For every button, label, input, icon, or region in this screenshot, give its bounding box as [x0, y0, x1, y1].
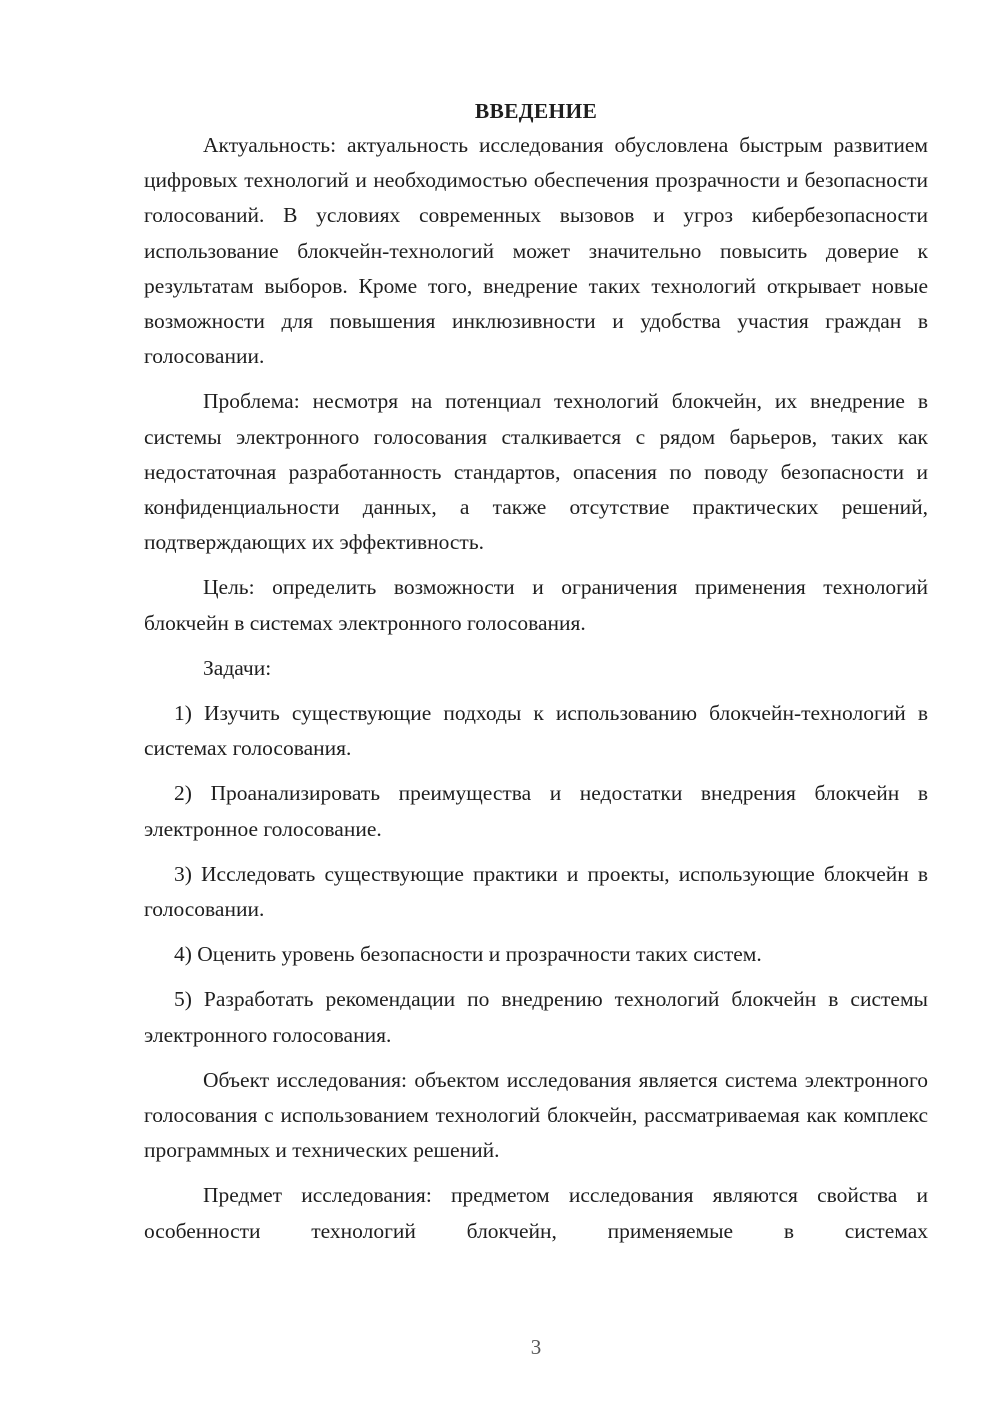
paragraph-subject: Предмет исследования: предметом исследования являются свойства и особенности технологий блокчейн, применяемые в системах	[144, 1183, 928, 1243]
paragraph-object: Объект исследования: объектом исследования является система электронного голосования с использованием технологий блокчейн, рассматриваемая как комплекс программных и технических решений.	[144, 1067, 928, 1163]
task-item-5: 5) Разработать рекомендации по внедрению технологий блокчейн в системы электронного голосования.	[144, 987, 928, 1047]
task-item-3: 3) Исследовать существующие практики и проекты, использующие блокчейн в голосовании.	[144, 861, 928, 922]
task-item-1: 1) Изучить существующие подходы к использованию блокчейн-технологий в системах голосования.	[144, 701, 928, 761]
section-heading: ВВЕДЕНИЕ	[474, 99, 598, 123]
task-item-4: 4) Оценить уровень безопасности и прозрачности таких систем.	[174, 942, 762, 967]
paragraph-goal: Цель: определить возможности и ограничения применения технологий блокчейн в системах электронного голосования.	[144, 575, 928, 635]
paragraph-tasks-label: Задачи:	[203, 655, 272, 680]
paragraph-problem: Проблема: несмотря на потенциал технологий блокчейн, их внедрение в системы электронного голосования сталкивается с рядом барьеров, таких как недостаточная разработанность стандартов, опасения по поводу безопасности и конфиденциальности данных, а также отсутствие практических решений, подтверждающих их эффективность.	[144, 389, 928, 555]
task-item-2: 2) Проанализировать преимущества и недостатки внедрения блокчейн в электронное голосование.	[144, 781, 928, 841]
text-area	[144, 96, 928, 1249]
paragraph-relevance: Актуальность: актуальность исследования обусловлена быстрым развитием цифровых технологий и необходимостью обеспечения прозрачности и безопасности голосований. В условиях современных вызовов и угроз кибербезопасности использование блокчейн-технологий может значительно повысить доверие к результатам выборов. Кроме того, внедрение таких технологий открывает новые возможности для повышения инклюзивности и удобства участия граждан в голосовании.	[144, 133, 928, 369]
page-number: 3	[530, 1335, 542, 1359]
